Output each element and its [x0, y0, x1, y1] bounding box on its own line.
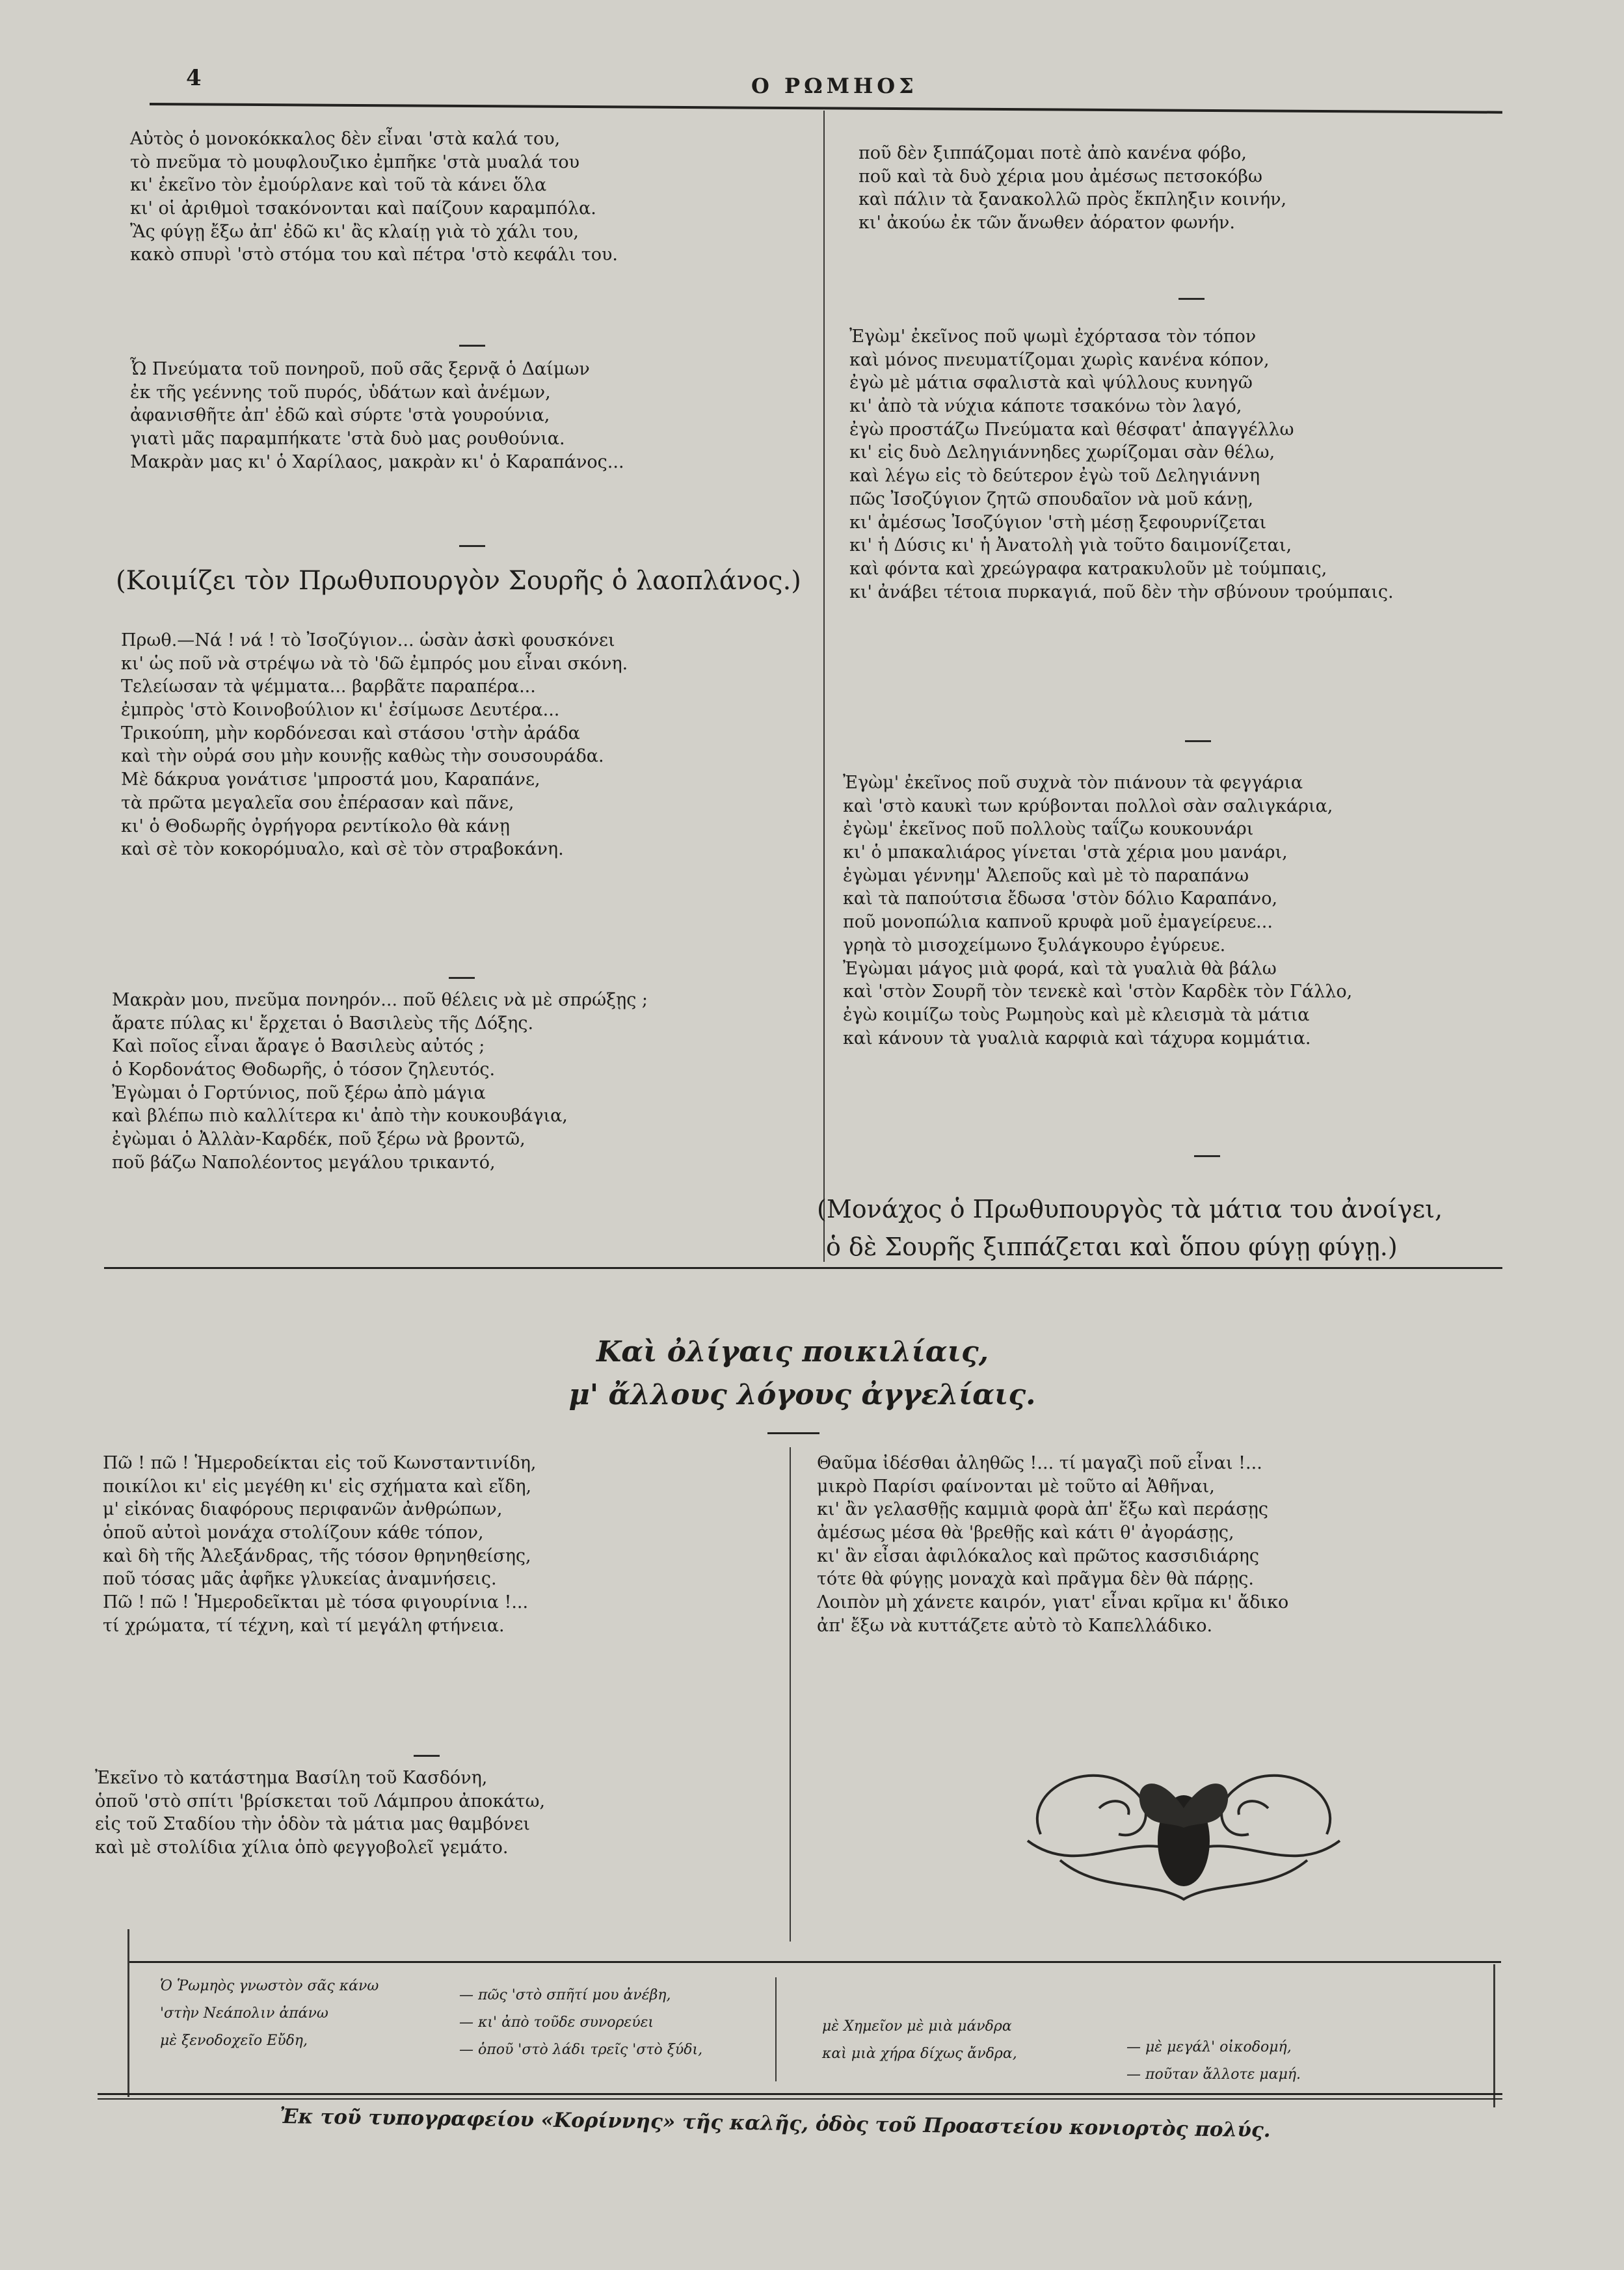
verse-line: ἐγὼ προστάζω Πνεύματα καὶ θέσφατ' ἀπαγγέλλω: [849, 419, 1294, 440]
verse-line: κι' ὡς ποῦ νὰ στρέψω νὰ τὸ 'δῶ ἐμπρός μου εἶναι σκόνη.: [121, 653, 628, 674]
verse-line: Ἂς φύγῃ ἔξω ἀπ' ἐδῶ κι' ἂς κλαίῃ γιὰ τὸ χάλι του,: [130, 221, 579, 242]
verse-line: Λοιπὸν μὴ χάνετε καιρόν, γιατ' εἶναι κρῖμα κι' ἄδικο: [817, 1592, 1289, 1613]
verse-line: Πῶ ! πῶ ! Ἡμεροδεῖκται μὲ τόσα φιγουρίνια !...: [103, 1592, 529, 1613]
verse-line: κι' ἀκούω ἐκ τῶν ἄνωθεν ἀόρατον φωνήν.: [859, 213, 1235, 234]
ad-kasdonis: [95, 1767, 545, 1860]
verse-line: κι' ἀνάβει τέτοια πυρκαγιά, ποῦ δὲν τὴν σβύνουν τρούμπαις.: [849, 581, 1394, 602]
verse-line: κι' ἐκεῖνο τὸν ἐμούρλανε καὶ τοῦ τὰ κάνει ὅλα: [130, 175, 547, 196]
poem-stanza-4: [112, 989, 648, 1175]
verse-line: ἀμέσως μέσα θὰ 'βρεθῇς καὶ κάτι θ' ἀγοράσῃς,: [817, 1523, 1234, 1543]
verse-line: κι' ἡ Δύσις κι' ἡ Ἀνατολὴ γιὰ τοῦτο δαιμονίζεται,: [849, 535, 1292, 556]
verse-line: Ἐγὼμαι μάγος μιὰ φορά, καὶ τὰ γυαλιὰ θὰ βάλω: [843, 958, 1277, 979]
verse-line: κι' ὁ μπακαλιάρος γίνεται 'στὰ χέρια μου μανάρι,: [843, 842, 1288, 863]
verse-line: Μακρὰν μας κι' ὁ Χαρίλαος, μακρὰν κι' ὁ Καραπάνος...: [130, 451, 624, 472]
notice-left-b: [459, 1982, 702, 2064]
verse-line: ἐγὼμ' ἐκεῖνος ποῦ πολλοὺς ταΐζω κουκουνάρι: [843, 819, 1254, 840]
stanza-separator: [414, 1755, 440, 1757]
notice-top-rule: [127, 1961, 1501, 1963]
newspaper-title: Ο ΡΩΜΗΟΣ: [751, 73, 918, 98]
verse-line: ποῦ τόσας μᾶς ἀφῆκε γλυκείας ἀναμνήσεις.: [103, 1569, 497, 1590]
verse-line: Καὶ ποῖος εἶναι ἄραγε ὁ Βασιλεὺς αὐτός ;: [112, 1036, 485, 1057]
notice-line: 'στὴν Νεάπολιν ἀπάνω: [160, 2005, 328, 2022]
header-rule: [150, 103, 1502, 114]
verse-line: πῶς Ἰσοζύγιον ζητῶ σπουδαῖον νὰ μοῦ κάνῃ,: [849, 488, 1254, 509]
verse-line: ἐγὼ μὲ μάτια σφαλιστὰ καὶ ψύλλους κυνηγῶ: [849, 373, 1253, 394]
verse-line: Ἐγὼμαι ὁ Γορτύνιος, ποῦ ξέρω ἀπὸ μάγια: [112, 1082, 486, 1103]
notice-left-a: [160, 1973, 379, 2055]
verse-line: Τελείωσαν τὰ ψέμματα... βαρβᾶτε παραπέρα...: [121, 676, 536, 697]
verse-line: μ' εἰκόνας διαφόρους περιφανῶν ἀνθρώπων,: [103, 1499, 503, 1520]
verse-line: καὶ 'στὸν Σουρῆ τὸν τενεκὲ καὶ 'στὸν Καρδὲκ τὸν Γάλλο,: [843, 981, 1353, 1002]
verse-line: ὁποῦ αὐτοὶ μονάχα στολίζουν κάθε τόπον,: [103, 1523, 484, 1543]
notice-line: καὶ μιὰ χήρα δίχως ἄνδρα,: [822, 2046, 1017, 2062]
verse-line: ἐγὼμαι ὁ Ἀλλὰν-Καρδέκ, ποῦ ξέρω νὰ βροντῶ,: [112, 1129, 526, 1150]
verse-line: κι' ἂν εἶσαι ἀφιλόκαλος καὶ πρῶτος κασσιδιάρης: [817, 1545, 1259, 1566]
notice-line: μὲ Χημεῖον μὲ μιὰ μάνδρα: [822, 2018, 1012, 2035]
stanza-separator: [449, 977, 475, 979]
verse-line: τότε θὰ φύγῃς μοναχὰ καὶ πρᾶγμα δὲν θὰ πάρῃς.: [817, 1569, 1254, 1590]
stage-line: ὁ δὲ Σουρῆς ξιππάζεται καὶ ὅπου φύγῃ φύγῃ.): [826, 1233, 1398, 1261]
ads-heading: [0, 1331, 1624, 1417]
notice-line: — ποῦταν ἄλλοτε μαμή.: [1126, 2066, 1301, 2083]
verse-line: κι' ἀπὸ τὰ νύχια κάποτε τσακόνω τὸν λαγό,: [849, 396, 1242, 417]
verse-line: καὶ πάλιν τὰ ξανακολλῶ πρὸς ἔκπληξιν κοινήν,: [859, 189, 1287, 210]
page-number: 4: [186, 65, 202, 91]
verse-line: καὶ βλέπω πιὸ καλλίτερα κι' ἀπὸ τὴν κουκουβάγια,: [112, 1106, 568, 1127]
section-rule: [104, 1267, 1502, 1269]
verse-line: κι' οἱ ἀριθμοὶ τσακόνονται καὶ παίζουν καραμπόλα.: [130, 198, 596, 219]
poem-stanza-7: [843, 771, 1352, 1050]
verse-line: Αὐτὸς ὁ μονοκόκκαλος δὲν εἶναι 'στὰ καλά του,: [130, 129, 561, 149]
verse-line: καὶ 'στὸ καυκὶ των κρύβονται πολλοὶ σὰν σαλιγκάρια,: [843, 795, 1333, 816]
stanza-separator: [459, 545, 485, 547]
notice-line: — πῶς 'στὸ σπῆτί μου ἀνέβη,: [459, 1987, 671, 2003]
ad-hat-shop: [817, 1452, 1288, 1638]
column-divider: [823, 111, 825, 1262]
verse-line: τὰ πρῶτα μεγαλεῖα σου ἐπέρασαν καὶ πᾶνε,: [121, 792, 514, 813]
verse-line: ἀφανισθῆτε ἀπ' ἐδῶ καὶ σύρτε 'στὰ γουρούνια,: [130, 405, 550, 426]
verse-line: ὁ Κορδονάτος Θοδωρῆς, ὁ τόσον ζηλευτός.: [112, 1060, 496, 1080]
ad-constantinidis: [103, 1452, 536, 1638]
notice-right-b: [1126, 2034, 1301, 2089]
verse-line: Θαῦμα ἰδέσθαι ἀληθῶς !... τί μαγαζὶ ποῦ εἶναι !...: [817, 1453, 1262, 1473]
heading-underline: [767, 1432, 819, 1434]
poem-stanza-1: [130, 127, 618, 267]
verse-line: κι' ἀμέσως Ἰσοζύγιον 'στὴ μέσῃ ξεφουρνίζεται: [849, 512, 1267, 533]
verse-line: ἄρατε πύλας κι' ἔρχεται ὁ Βασιλεὺς τῆς Δόξης.: [112, 1013, 534, 1034]
verse-line: καὶ τὴν οὐρά σου μὴν κουνῇς καθὼς τὴν σουσουράδα.: [121, 746, 604, 767]
verse-line: καὶ λέγω εἰς τὸ δεύτερον ἐγὼ τοῦ Δεληγιάννη: [849, 466, 1260, 487]
notice-line: Ὁ Ῥωμηὸς γνωστὸν σᾶς κάνω: [160, 1978, 379, 1994]
ads-heading-line: Καὶ ὀλίγαις ποικιλίαις,: [596, 1335, 989, 1369]
stanza-separator: [1194, 1155, 1220, 1157]
verse-line: καὶ τὰ παπούτσια ἔδωσα 'στὸν δόλιο Καραπάνο,: [843, 888, 1278, 909]
verse-line: καὶ κάνουν τὰ γυαλιὰ καρφιὰ καὶ τάχυρα κομμάτια.: [843, 1028, 1311, 1048]
verse-line: εἰς τοῦ Σταδίου τὴν ὁδὸν τὰ μάτια μας θαμβόνει: [95, 1814, 530, 1835]
verse-line: καὶ σὲ τὸν κοκορόμυαλο, καὶ σὲ τὸν στραβοκάνη.: [121, 839, 564, 860]
verse-line: κι' εἰς δυὸ Δεληγιάννηδες χωρίζομαι σὰν θέλω,: [849, 442, 1275, 463]
verse-line: ποῦ δὲν ξιππάζομαι ποτὲ ἀπὸ κανένα φόβο,: [859, 143, 1247, 163]
notice-bottom-rule-2: [98, 2098, 1502, 2100]
verse-line: Ἐγὼμ' ἐκεῖνος ποῦ ψωμὶ ἐχόρτασα τὸν τόπον: [849, 327, 1257, 347]
stage-line: (Μονάχος ὁ Πρωθυπουργὸς τὰ μάτια του ἀνοίγει,: [817, 1195, 1443, 1223]
verse-line: κι' ἂν γελασθῇς καμμιὰ φορὰ ἀπ' ἔξω καὶ περάσῃς: [817, 1499, 1268, 1520]
stage-direction: (Κοιμίζει τὸν Πρωθυπουργὸν Σουρῆς ὁ λαοπλάνος.): [116, 566, 801, 596]
closing-stage-direction: [817, 1190, 1443, 1266]
ads-heading-line: μ' ἄλλους λόγους ἀγγελίαις.: [568, 1378, 1036, 1411]
verse-line: ποῦ μονοπώλια καπνοῦ κρυφὰ μοῦ ἐμαγείρευε...: [843, 912, 1273, 933]
verse-line: Ἐκεῖνο τὸ κατάστημα Βασίλη τοῦ Κασδόνη,: [95, 1768, 488, 1788]
notice-line: — ὁποῦ 'στὸ λάδι τρεῖς 'στὸ ξύδι,: [459, 2042, 703, 2058]
notice-line: — κι' ἀπὸ τοῦδε συνορεύει: [459, 2014, 654, 2031]
notice-line: — μὲ μεγάλ' οἰκοδομή,: [1126, 2039, 1292, 2055]
verse-line: Μὲ δάκρυα γονάτισε 'μπροστά μου, Καραπάνε,: [121, 769, 540, 790]
ads-column-divider: [790, 1447, 791, 1942]
verse-line: Ὦ Πνεύματα τοῦ πονηροῦ, ποῦ σᾶς ξερνᾷ ὁ Δαίμων: [130, 359, 590, 379]
verse-line: καὶ φόντα καὶ χρεώγραφα κατρακυλοῦν μὲ τούμπαις,: [849, 558, 1327, 579]
verse-line: Ἐγὼμ' ἐκεῖνος ποῦ συχνὰ τὸν πιάνουν τὰ φεγγάρια: [843, 773, 1303, 793]
verse-line: ὁποῦ 'στὸ σπίτι 'βρίσκεται τοῦ Λάμπρου ἀποκάτω,: [95, 1791, 546, 1811]
verse-line: κακὸ σπυρὶ 'στὸ στόμα του καὶ πέτρα 'στὸ κεφάλι του.: [130, 245, 618, 265]
notice-right-a: [822, 2013, 1017, 2068]
verse-line: ποικίλοι κι' εἰς μεγέθη κι' εἰς σχήματα καὶ εἴδη,: [103, 1476, 532, 1497]
verse-line: Πρωθ.—Νά ! νά ! τὸ Ἰσοζύγιον... ὡσὰν ἀσκὶ φουσκόνει: [121, 630, 615, 650]
verse-line: μικρὸ Παρίσι φαίνονται μὲ τοῦτο αἱ Ἀθῆναι,: [817, 1476, 1215, 1497]
verse-line: ποῦ βάζω Ναπολέοντος μεγάλου τρικαντό,: [112, 1152, 496, 1173]
stanza-separator: [1178, 298, 1205, 300]
verse-line: ἐμπρὸς 'στὸ Κοινοβούλιον κι' ἐσίμωσε Δευτέρα...: [121, 700, 560, 721]
verse-line: γιατὶ μᾶς παραμπήκατε 'στὰ δυὸ μας ρουθούνια.: [130, 429, 565, 449]
verse-line: ἐγὼμαι γέννημ' Ἀλεποῦς καὶ μὲ τὸ παραπάνω: [843, 865, 1249, 886]
ornament-vignette: [1002, 1730, 1366, 1925]
verse-line: γρηὰ τὸ μισοχείμωνο ξυλάγκουρο ἐγύρευε.: [843, 935, 1226, 955]
verse-line: καὶ μόνος πνευματίζομαι χωρὶς κανένα κόπον,: [849, 349, 1270, 370]
poem-stanza-3: [121, 629, 628, 861]
verse-line: Μακρὰν μου, πνεῦμα πονηρόν... ποῦ θέλεις νὰ μὲ σπρώξῃς ;: [112, 990, 648, 1010]
verse-line: Τρικούπη, μὴν κορδόνεσαι καὶ στάσου 'στὴν ἀράδα: [121, 723, 580, 743]
verse-line: ἐκ τῆς γεέννης τοῦ πυρός, ὑδάτων καὶ ἀνέμων,: [130, 382, 551, 403]
verse-line: Πῶ ! πῶ ! Ἡμεροδείκται εἰς τοῦ Κωνσταντινίδη,: [103, 1453, 537, 1473]
notice-line: μὲ ξενοδοχεῖο Εὔδη,: [160, 2033, 308, 2049]
notice-divider: [775, 1977, 777, 2081]
printer-imprint: Ἐκ τοῦ τυπογραφείου «Κορίννης» τῆς καλῆς, ὁδὸς τοῦ Προαστείου κονιορτὸς πολύς.: [279, 2105, 1271, 2143]
poem-stanza-6: [849, 325, 1394, 604]
notice-right-rule: [1493, 1964, 1495, 2107]
verse-line: ποῦ καὶ τὰ δυὸ χέρια μου ἀμέσως πετσοκόβω: [859, 166, 1262, 187]
verse-line: καὶ μὲ στολίδια χίλια ὁπὸ φεγγοβολεῖ γεμάτο.: [95, 1837, 509, 1858]
verse-line: κι' ὁ Θοδωρῆς ὀγρήγορα ρεντίκολο θὰ κάνῃ: [121, 816, 510, 836]
notice-bottom-rule: [98, 2093, 1502, 2095]
poem-stanza-2: [130, 358, 624, 474]
verse-line: ἐγὼ κοιμίζω τοὺς Ρωμηοὺς καὶ μὲ κλεισμὰ τὰ μάτια: [843, 1004, 1310, 1025]
verse-line: τὸ πνεῦμα τὸ μουφλουζικο ἐμπῆκε 'στὰ μυαλά του: [130, 152, 580, 172]
verse-line: ἀπ' ἔξω νὰ κυττάζετε αὐτὸ τὸ Καπελλάδικο.: [817, 1615, 1213, 1636]
stanza-separator: [459, 345, 485, 347]
notice-left-rule: [127, 1929, 129, 2097]
verse-line: καὶ δὴ τῆς Ἀλεξάνδρας, τῆς τόσον θρηνηθείσης,: [103, 1545, 531, 1566]
poem-stanza-5: [859, 142, 1286, 235]
stanza-separator: [1185, 740, 1211, 742]
verse-line: τί χρώματα, τί τέχνη, καὶ τί μεγάλη φτήνεια.: [103, 1615, 505, 1636]
